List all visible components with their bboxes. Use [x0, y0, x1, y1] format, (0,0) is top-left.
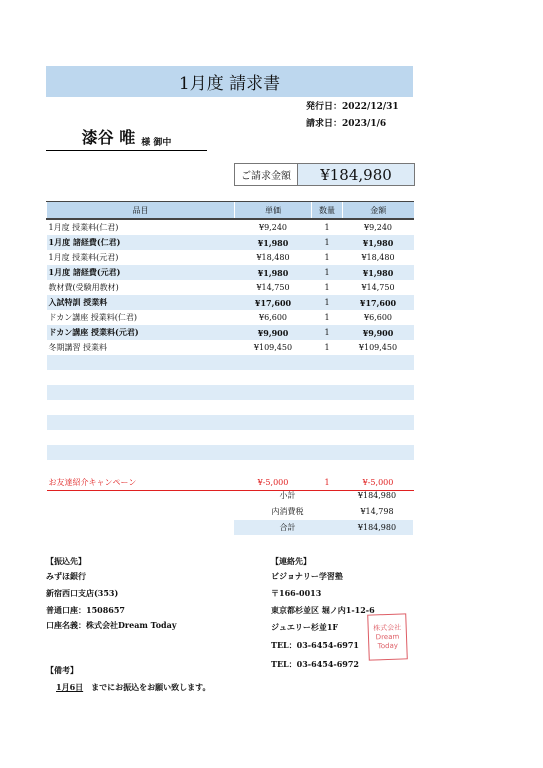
unit-price-cell: ¥1,980: [235, 265, 312, 280]
total-amount-box: [234, 163, 415, 186]
table-row: [47, 280, 414, 295]
amount-cell: ¥18,480: [361, 253, 395, 262]
bank-name: みずほ銀行: [46, 571, 86, 581]
seal-line-3: Today: [377, 641, 399, 650]
col-header-unit-price: 単価: [235, 202, 312, 220]
item-cell: 1月度 諸経費(仁君): [47, 235, 235, 250]
unit-price-cell: ¥14,750: [256, 283, 290, 292]
subtotal-label: 小計: [279, 491, 296, 500]
quantity-cell: 1: [312, 295, 343, 310]
item-cell: 入試特訓 授業料: [47, 295, 235, 310]
quantity-cell: 1: [324, 313, 330, 322]
total-amount-label: ご請求金額: [235, 164, 298, 185]
unit-price-cell: ¥109,450: [253, 343, 293, 352]
table-row: [47, 340, 414, 355]
item-cell: 教材費(受験用教材): [48, 283, 119, 292]
seal-line-1: 株式会社: [373, 623, 402, 632]
tax-row: [234, 504, 413, 519]
contact-postal: 〒166-0013: [271, 588, 322, 598]
contact-section: [271, 554, 375, 672]
subtotal-value: ¥184,980: [357, 491, 397, 500]
quantity-cell: 1: [312, 265, 343, 280]
remarks-text: [56, 682, 211, 693]
unit-price-cell: ¥6,600: [259, 313, 287, 322]
empty-row: [47, 385, 414, 400]
promo-quantity-cell: 1: [312, 475, 343, 491]
contact-tel2: TEL：03-6454-6972: [271, 659, 359, 669]
unit-price-cell: ¥17,600: [235, 295, 312, 310]
tax-label: 内消費税: [271, 507, 304, 516]
unit-price-cell: ¥18,480: [256, 253, 290, 262]
quantity-cell: 1: [312, 235, 343, 250]
seal-line-2: Dream: [375, 632, 400, 641]
item-cell: ドカン講座 授業料(仁君): [48, 313, 138, 322]
bank-branch: 新宿西口支店(353): [46, 588, 119, 598]
table-row: [47, 219, 414, 235]
unit-price-cell: ¥1,980: [235, 235, 312, 250]
grand-total-row: [234, 520, 413, 535]
table-row: [47, 310, 414, 325]
table-row: [47, 235, 414, 250]
quantity-cell: 1: [324, 223, 330, 232]
remarks-date: 1月6日: [56, 682, 84, 692]
quantity-cell: 1: [324, 343, 330, 352]
table-row: [47, 325, 414, 340]
col-header-item: 品目: [47, 202, 235, 220]
contact-building: ジュエリー杉並1F: [271, 622, 339, 632]
customer-name: 漆谷 唯: [81, 128, 136, 147]
item-cell: 1月度 授業料(元君): [48, 253, 119, 262]
total-amount-value: ¥184,980: [320, 165, 392, 184]
empty-row: [47, 355, 414, 370]
bank-holder: 口座名義：株式会社Dream Today: [46, 620, 177, 630]
contact-school: ビジョナリー学習塾: [271, 571, 343, 581]
quantity-cell: 1: [324, 283, 330, 292]
amount-cell: ¥1,980: [343, 265, 414, 280]
empty-row: [47, 370, 414, 385]
table-row: [47, 295, 414, 310]
bank-heading: 【振込先】: [46, 556, 86, 566]
empty-row: [47, 430, 414, 445]
col-header-quantity: 数量: [312, 202, 343, 220]
issue-date: 発行日：2022/12/31: [306, 102, 399, 112]
empty-row: [47, 460, 414, 475]
company-seal: [367, 613, 408, 660]
amount-cell: ¥109,450: [358, 343, 398, 352]
contact-address: 東京都杉並区 堀ノ内1-12-6: [271, 605, 375, 615]
promo-unit-price-cell: ¥-5,000: [235, 475, 312, 491]
empty-row: [47, 445, 414, 460]
invoice-title: 1月度 請求書: [46, 66, 413, 97]
amount-cell: ¥14,750: [361, 283, 395, 292]
items-table: [46, 201, 414, 491]
grand-total-label: 合計: [279, 523, 296, 532]
item-cell: 1月度 授業料(仁君): [48, 223, 119, 232]
contact-heading: 【連絡先】: [271, 556, 311, 566]
empty-row: [47, 400, 414, 415]
billing-date: 請求日：2023/1/6: [306, 119, 387, 129]
amount-cell: ¥1,980: [343, 235, 414, 250]
empty-row: [47, 415, 414, 430]
bank-section: [46, 554, 176, 633]
customer-block: [46, 128, 207, 151]
subtotal-row: [234, 488, 413, 503]
table-row: [47, 265, 414, 280]
customer-suffix: 様 御中: [141, 138, 172, 148]
item-cell: 1月度 諸経費(元君): [47, 265, 235, 280]
remarks-body: までにお振込をお願い致します。: [91, 682, 211, 692]
remarks-heading: 【備考】: [46, 665, 78, 675]
contact-tel1: TEL：03-6454-6971: [271, 640, 359, 650]
unit-price-cell: ¥9,900: [235, 325, 312, 340]
items-table-header: [47, 202, 414, 220]
amount-cell: ¥9,900: [343, 325, 414, 340]
tax-value: ¥14,798: [360, 507, 394, 516]
bank-account: 普通口座：1508657: [46, 605, 125, 615]
unit-price-cell: ¥9,240: [259, 223, 287, 232]
promo-item-cell: お友達紹介キャンペーン: [47, 475, 235, 491]
grand-total-value: ¥184,980: [357, 523, 397, 532]
item-cell: ドカン講座 授業料(元君): [47, 325, 235, 340]
table-row: [47, 250, 414, 265]
promo-amount-cell: ¥-5,000: [343, 475, 414, 491]
amount-cell: ¥17,600: [343, 295, 414, 310]
item-cell: 冬期講習 授業料: [48, 343, 108, 352]
quantity-cell: 1: [312, 325, 343, 340]
col-header-amount: 金額: [343, 202, 414, 220]
amount-cell: ¥6,600: [364, 313, 392, 322]
quantity-cell: 1: [324, 253, 330, 262]
amount-cell: ¥9,240: [364, 223, 392, 232]
